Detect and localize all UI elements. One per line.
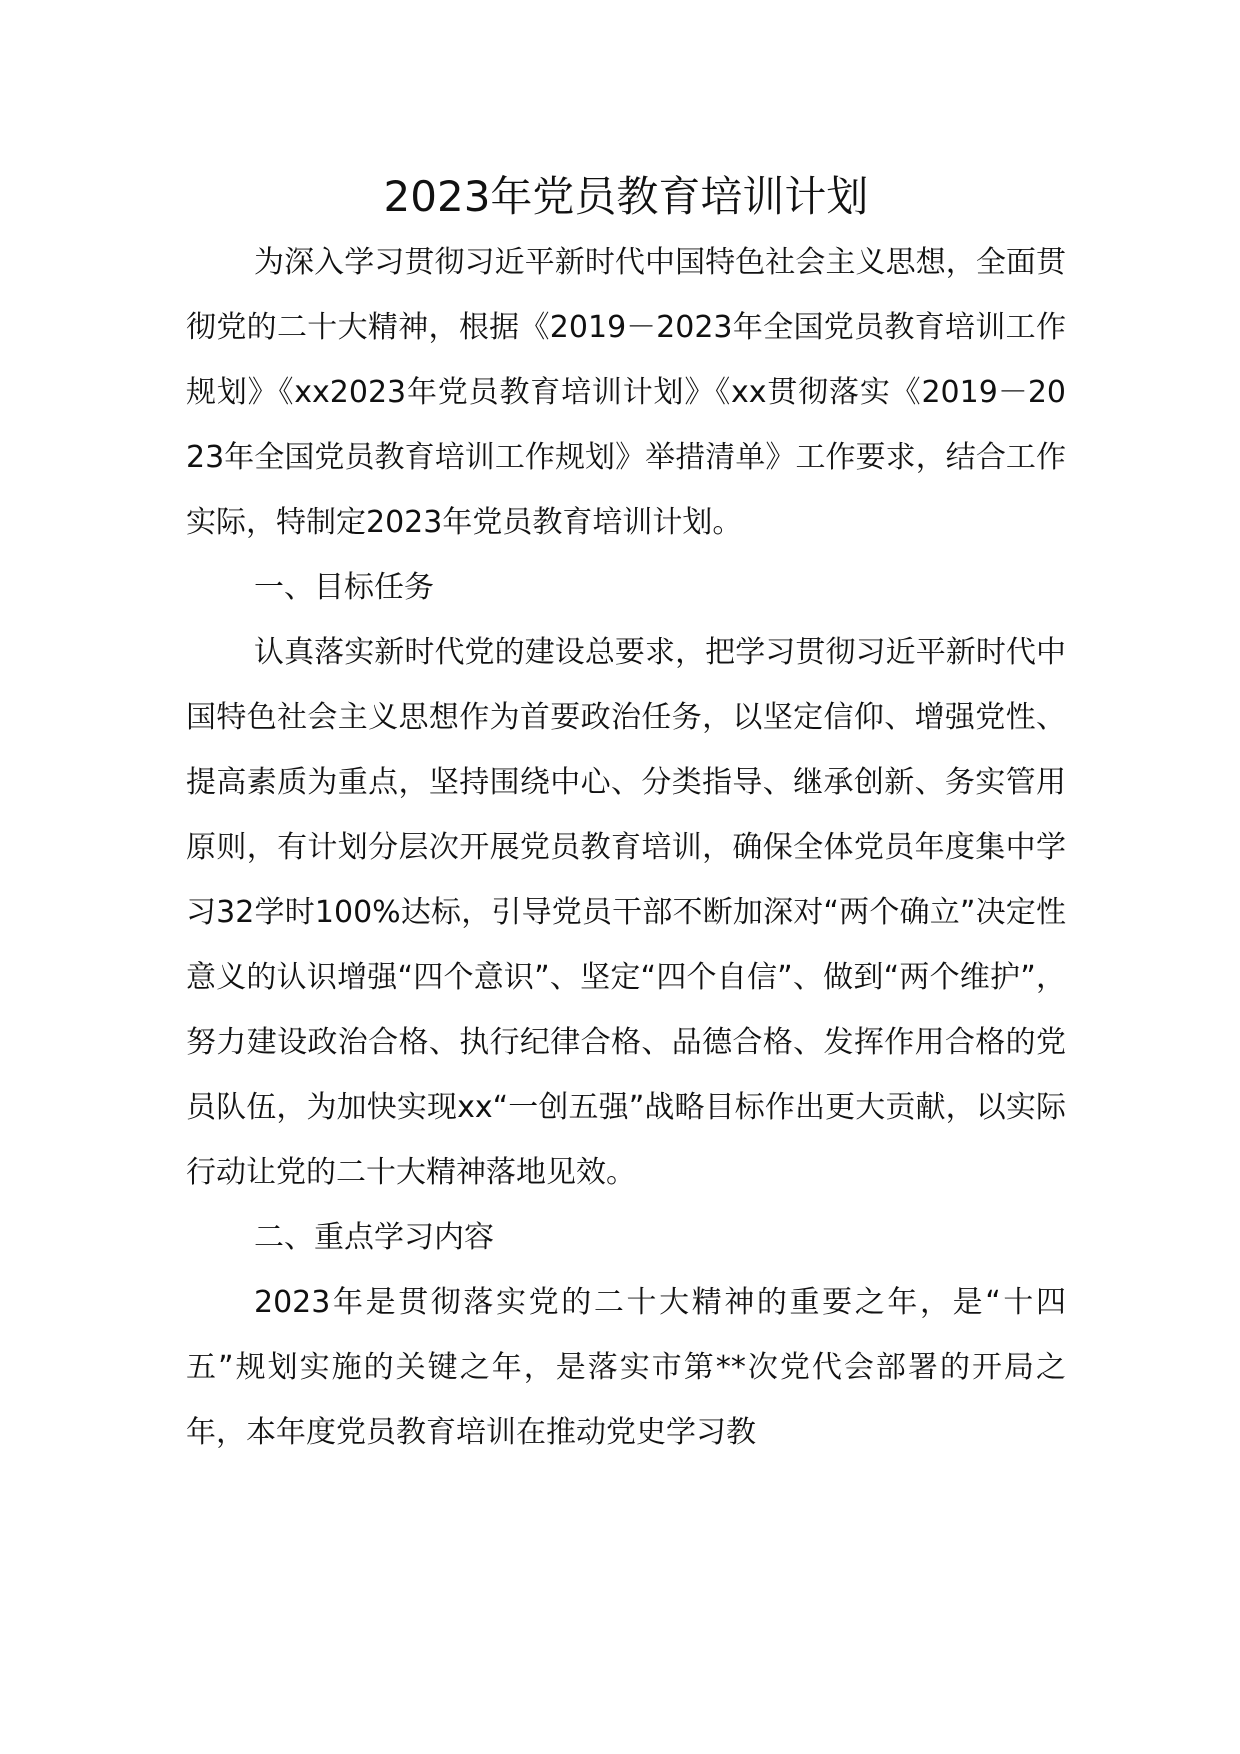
document-body [186, 164, 1066, 1465]
intro-paragraph: 为深入学习贯彻习近平新时代中国特色社会主义思想，全面贯彻党的二十大精神，根据《2019－2023年全国党员教育培训工作规划》《xx2023年党员教育培训计划》《xx贯彻落实《2019－2023年全国党员教育培训工作规划》举措清单》工作要求，结合工作实际，特制定2023年党员教育培训计划。 [186, 245, 1066, 540]
section-heading-key-content: 二、重点学习内容 [254, 1220, 494, 1255]
document-title: 2023年党员教育培训计划 [383, 172, 869, 221]
section-body-key-content: 2023年是贯彻落实党的二十大精神的重要之年，是“十四五”规划实施的关键之年，是落实市第**次党代会部署的开局之年，本年度党员教育培训在推动党史学习教 [186, 1285, 1066, 1450]
section-body-goals: 认真落实新时代党的建设总要求，把学习贯彻习近平新时代中国特色社会主义思想作为首要政治任务，以坚定信仰、增强党性、提高素质为重点，坚持围绕中心、分类指导、继承创新、务实管用原则，有计划分层次开展党员教育培训，确保全体党员年度集中学习32学时100%达标，引导党员干部不断加深对“两个确立”决定性意义的认识增强“四个意识”、坚定“四个自信”、做到“两个维护”，努力建设政治合格、执行纪律合格、品德合格、发挥作用合格的党员队伍，为加快实现xx“一创五强”战略目标作出更大贡献，以实际行动让党的二十大精神落地见效。 [186, 635, 1066, 1190]
section-heading-goals: 一、目标任务 [254, 570, 434, 605]
